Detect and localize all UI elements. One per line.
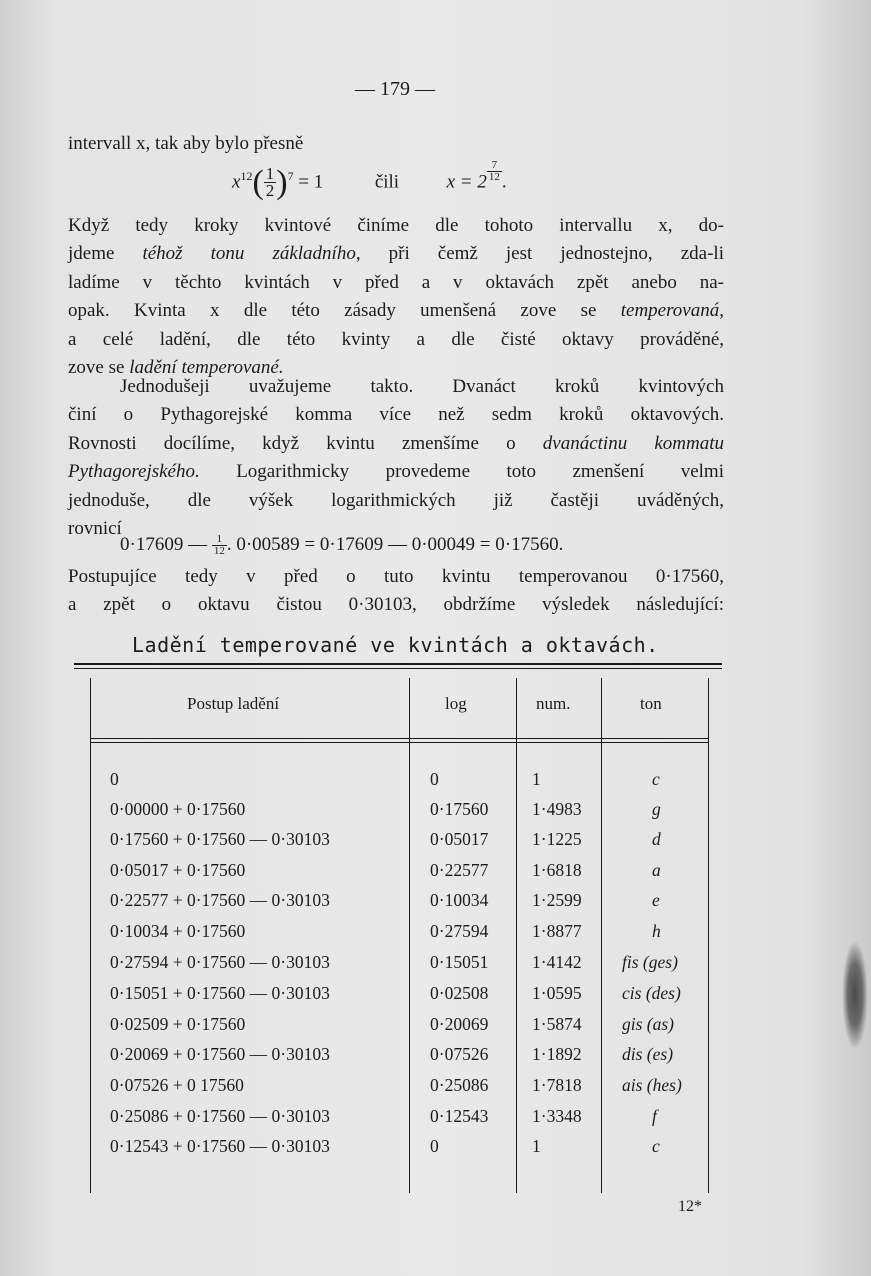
cell-num: 1·1892 xyxy=(532,1044,582,1064)
column-divider xyxy=(90,678,91,1193)
cell-log: 0 xyxy=(430,769,439,789)
cell-ton: gis (as) xyxy=(622,1014,675,1034)
cell-num: 1·0595 xyxy=(532,983,582,1003)
cell-postup: 0·27594 + 0·17560 — 0·30103 xyxy=(110,952,330,972)
column-divider xyxy=(409,678,410,1193)
cell-num: 1 xyxy=(532,769,541,789)
cell-postup: 0·07526 + 0 17560 xyxy=(110,1075,244,1095)
cell-ton: f xyxy=(652,1106,657,1126)
page-stain xyxy=(842,940,868,1050)
header-rule xyxy=(90,738,708,739)
cell-postup: 0·05017 + 0·17560 xyxy=(110,860,246,880)
cell-num: 1·6818 xyxy=(532,860,582,880)
cell-ton: c xyxy=(652,1136,660,1156)
intro-line: intervall x, tak aby bylo přesně xyxy=(68,133,304,154)
cell-num: 1 xyxy=(532,1136,541,1156)
paragraph-2: Jednodušeji uvažujeme takto. Dvanáct kroků kvintových činí o Pythagorejské komma více než sedm kroků oktavových. Rovnosti docílíme, když kvintu zmenšíme o dvanáctinu kommatu Pythagorejského. Logarithmicky provedeme toto zmenšení velmi jednoduše, dle výšek logarithmických již častěji uváděných, rovnicí xyxy=(68,376,724,540)
cell-postup: 0·25086 + 0·17560 — 0·30103 xyxy=(110,1106,330,1126)
cell-num: 1·3348 xyxy=(532,1106,582,1126)
cell-log: 0·20069 xyxy=(430,1014,489,1034)
cell-ton: h xyxy=(652,921,661,941)
header-ton: ton xyxy=(640,694,662,713)
cell-log: 0·17560 xyxy=(430,799,489,819)
formula-logarithm: 0·17609 — $\frac{1}{12}$ . 0·00589 = 0·17609 — 0·00049 = 0·17560. xyxy=(120,533,564,558)
formula-x12: $x^{12}$( $\frac{1}{2}$ )$^7$ = 1 čili x = 2 $\frac{7}{12}$ . xyxy=(232,159,507,201)
cell-ton: a xyxy=(652,860,661,880)
paragraph-1: Když tedy kroky kvintové činíme dle tohoto intervallu x, do- jdeme téhož tonu základního, při čemž jest jednostejno, zda-li ladíme v těchto kvintách v před a v oktavách zpět anebo na- opak. Kvinta x dle této zásady umenšená zove se temperovaná, a celé ladění, dle této kvinty a dle čisté oktavy prováděné, zove se ladění temperované. xyxy=(68,215,724,379)
cell-ton: fis (ges) xyxy=(622,952,678,972)
cell-num: 1·7818 xyxy=(532,1075,582,1095)
cell-postup: 0·15051 + 0·17560 — 0·30103 xyxy=(110,983,330,1003)
cell-log: 0 xyxy=(430,1136,439,1156)
fraction-one-half: $\frac{1}{2}$ xyxy=(265,164,275,201)
header-num: num. xyxy=(536,694,571,713)
cell-log: 0·02508 xyxy=(430,983,489,1003)
cell-postup: 0·20069 + 0·17560 — 0·30103 xyxy=(110,1044,330,1064)
header-rule-2 xyxy=(90,742,708,743)
cell-ton: e xyxy=(652,890,660,910)
paragraph-3: Postupujíce tedy v před o tuto kvintu temperovanou 0·17560, a zpět o oktavu čistou 0·30103, obdržíme výsledek následující: xyxy=(68,566,724,616)
column-divider xyxy=(708,678,709,1193)
cell-postup: 0·00000 + 0·17560 xyxy=(110,799,246,819)
cell-ton: ais (hes) xyxy=(622,1075,682,1095)
column-divider xyxy=(516,678,517,1193)
cell-log: 0·22577 xyxy=(430,860,489,880)
column-divider xyxy=(601,678,602,1193)
cell-postup: 0·02509 + 0·17560 xyxy=(110,1014,246,1034)
fraction-seven-twelfths: $\frac{7}{12}$ xyxy=(488,159,500,183)
cell-ton: g xyxy=(652,799,661,819)
header-postup: Postup ladění xyxy=(187,694,280,713)
header-log: log xyxy=(445,694,467,713)
cell-log: 0·15051 xyxy=(430,952,489,972)
cell-log: 0·10034 xyxy=(430,890,489,910)
cell-postup: 0·10034 + 0·17560 xyxy=(110,921,246,941)
cell-postup: 0·17560 + 0·17560 — 0·30103 xyxy=(110,829,330,849)
cell-num: 1·2599 xyxy=(532,890,582,910)
cell-num: 1·4142 xyxy=(532,952,582,972)
table-title: Ladění temperované ve kvintách a oktavách. xyxy=(132,633,659,657)
table-top-rule-thin xyxy=(74,668,722,669)
cell-num: 1·1225 xyxy=(532,829,582,849)
cell-num: 1·5874 xyxy=(532,1014,582,1034)
cell-postup: 0·12543 + 0·17560 — 0·30103 xyxy=(110,1136,330,1156)
cell-log: 0·12543 xyxy=(430,1106,489,1126)
page-number: — 179 — xyxy=(355,78,435,100)
cell-num: 1·8877 xyxy=(532,921,582,941)
cell-log: 0·27594 xyxy=(430,921,489,941)
cell-num: 1·4983 xyxy=(532,799,582,819)
cell-log: 0·05017 xyxy=(430,829,489,849)
cell-ton: cis (des) xyxy=(622,983,681,1003)
cell-log: 0·07526 xyxy=(430,1044,489,1064)
cell-postup: 0 xyxy=(110,769,119,789)
cell-ton: dis (es) xyxy=(622,1044,674,1064)
cell-postup: 0·22577 + 0·17560 — 0·30103 xyxy=(110,890,330,910)
cell-ton: d xyxy=(652,829,661,849)
signature-mark: 12* xyxy=(678,1198,702,1215)
fraction-one-twelfth: $\frac{1}{12}$ xyxy=(213,533,225,558)
table-top-rule xyxy=(74,663,722,665)
cell-ton: c xyxy=(652,769,660,789)
cell-log: 0·25086 xyxy=(430,1075,489,1095)
